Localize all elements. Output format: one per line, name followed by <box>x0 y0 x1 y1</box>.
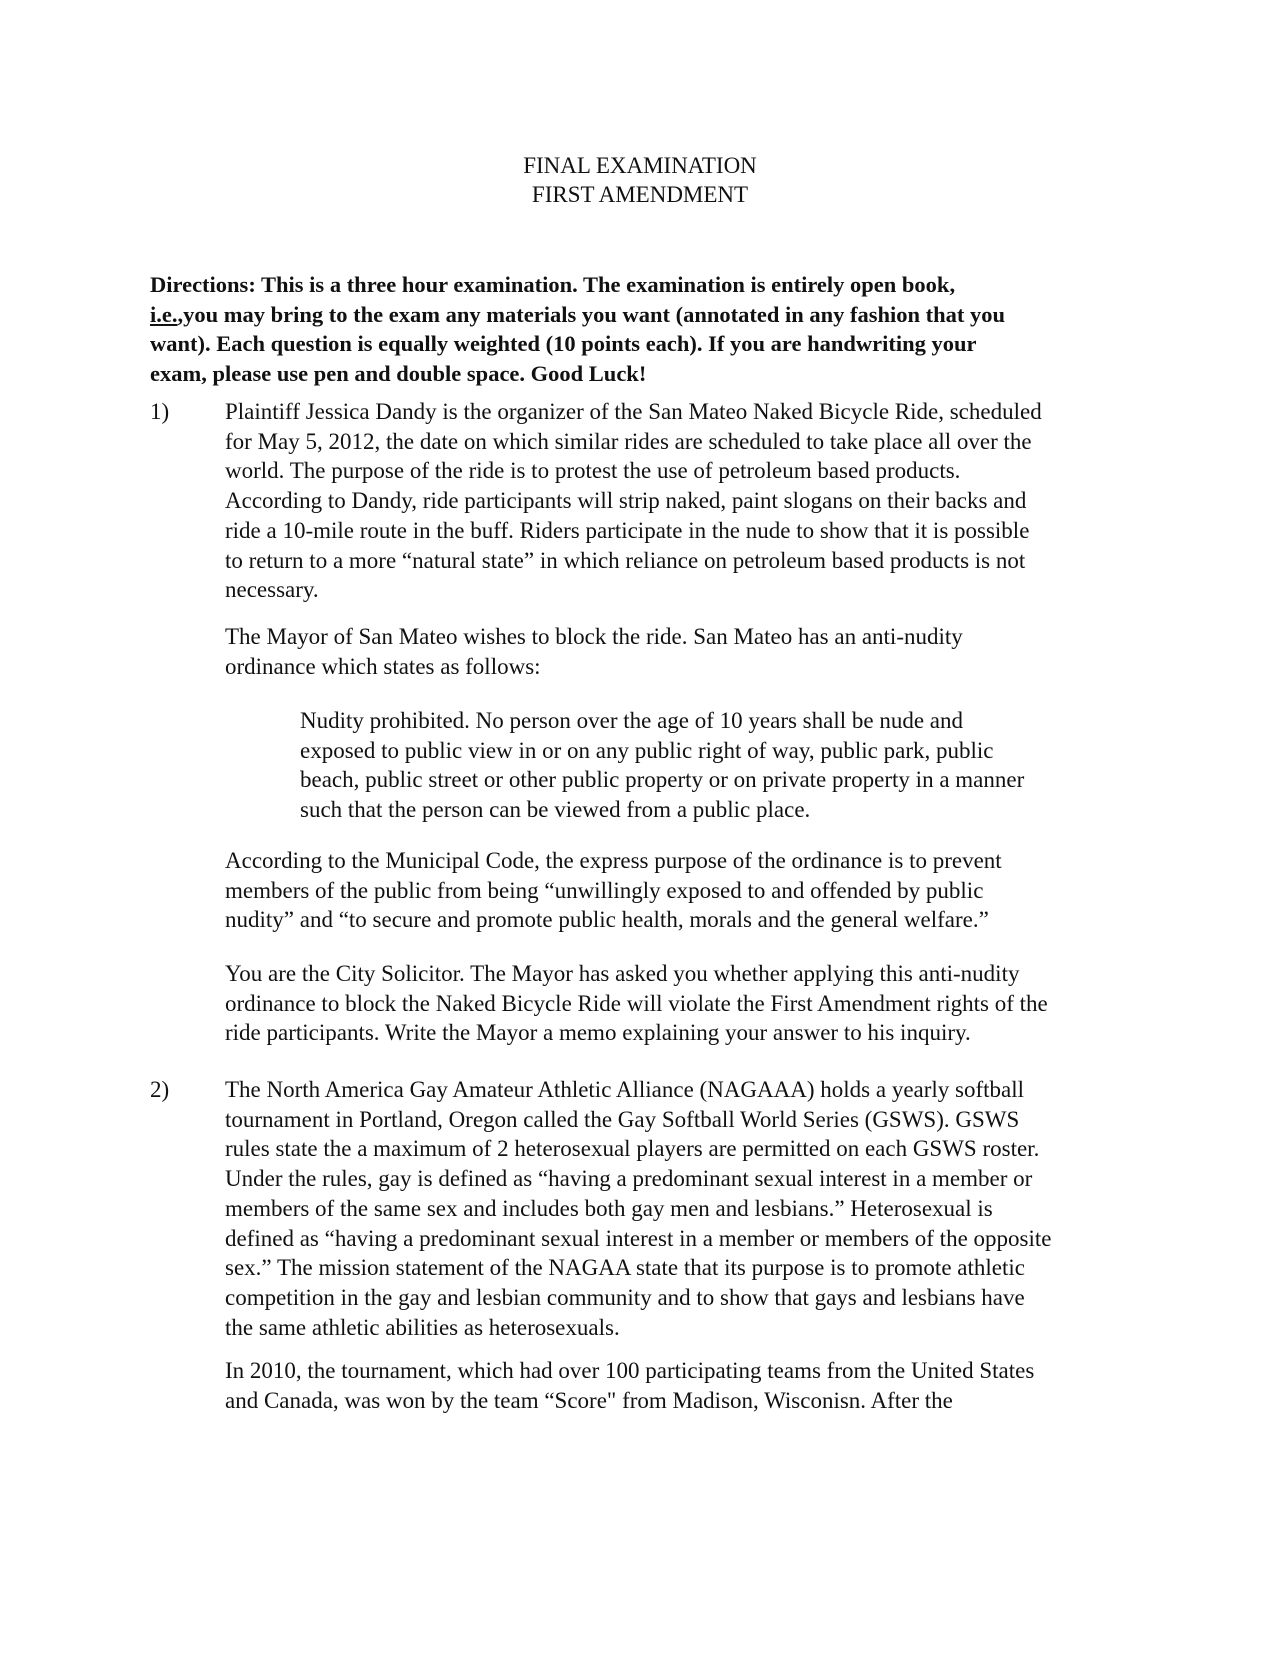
text-line: Nudity prohibited. No person over the age of 10 years shall be nude and <box>300 708 963 733</box>
text-line: tournament in Portland, Oregon called the Gay Softball World Series (GSWS). GSWS <box>225 1106 1020 1132</box>
text-line: ordinance which states as follows: <box>225 653 541 679</box>
text-line: Under the rules, gay is defined as “having a predominant sexual interest in a member or <box>225 1166 1033 1192</box>
directions-line-2 <box>150 300 1130 330</box>
question-1-paragraph-2 <box>225 622 1125 681</box>
text-line: ride participants. Write the Mayor a memo explaining your answer to his inquiry. <box>225 1020 971 1046</box>
text-line: necessary. <box>225 577 319 603</box>
text-line: You are the City Solicitor. The Mayor has asked you whether applying this anti-nudity <box>225 961 1020 986</box>
text-line: defined as “having a predominant sexual interest in a member or members of the opposite <box>225 1225 1052 1251</box>
directions-line-4: exam, please use pen and double space. Good Luck! <box>150 361 647 387</box>
text-line: According to Dandy, ride participants will strip naked, paint slogans on their backs and <box>225 488 1027 514</box>
question-2-paragraph-1 <box>225 1075 1125 1342</box>
question-1-paragraph-3 <box>225 846 1125 935</box>
text-line: competition in the gay and lesbian community and to show that gays and lesbians have <box>225 1284 1025 1310</box>
text-line: Plaintiff Jessica Dandy is the organizer of the San Mateo Naked Bicycle Ride, scheduled <box>225 399 1042 424</box>
text-line: The North America Gay Amateur Athletic Alliance (NAGAAA) holds a yearly softball <box>225 1077 1025 1102</box>
text-line: members of the same sex and includes both gay men and lesbians.” Heterosexual is <box>225 1195 993 1221</box>
question-1-paragraph-4 <box>225 959 1125 1048</box>
text-line: sex.” The mission statement of the NAGAA state that its purpose is to promote athletic <box>225 1255 1025 1281</box>
question-2-paragraph-2 <box>225 1356 1125 1415</box>
directions-line-3: want). Each question is equally weighted (10 points each). If you are handwriting your <box>150 331 977 357</box>
text-line: The Mayor of San Mateo wishes to block the ride. San Mateo has an anti-nudity <box>225 624 963 649</box>
directions-line-2-rest: ,you may bring to the exam any materials you want (annotated in any fashion that you <box>177 301 1006 327</box>
text-line: nudity” and “to secure and promote public health, morals and the general welfare.” <box>225 907 989 933</box>
text-line: such that the person can be viewed from a public place. <box>300 797 811 823</box>
text-line: and Canada, was won by the team “Score" from Madison, Wisconisn. After the <box>225 1387 953 1413</box>
text-line: ordinance to block the Naked Bicycle Ride will violate the First Amendment rights of the <box>225 990 1048 1016</box>
text-line: In 2010, the tournament, which had over 100 participating teams from the United States <box>225 1358 1035 1383</box>
text-line: According to the Municipal Code, the express purpose of the ordinance is to prevent <box>225 848 1002 873</box>
question-1-number: 1) <box>150 399 170 424</box>
text-line: rules state the a maximum of 2 heterosexual players are permitted on each GSWS roster. <box>225 1136 1040 1162</box>
exam-title: FINAL EXAMINATION <box>523 153 757 178</box>
question-1-paragraph-1 <box>225 397 1125 605</box>
text-line: exposed to public view in or on any public right of way, public park, public <box>300 737 994 763</box>
text-line: ride a 10-mile route in the buff. Riders participate in the nude to show that it is possible <box>225 517 1030 543</box>
text-line: the same athletic abilities as heterosexuals. <box>225 1314 620 1340</box>
ordinance-quote <box>300 706 1120 825</box>
text-line: world. The purpose of the ride is to protest the use of petroleum based products. <box>225 458 961 484</box>
directions-paragraph <box>150 270 1130 389</box>
exam-subtitle: FIRST AMENDMENT <box>531 182 749 207</box>
text-line: beach, public street or other public property or on private property in a manner <box>300 767 1025 793</box>
question-2-number: 2) <box>150 1077 170 1102</box>
directions-line-1: Directions: This is a three hour examination. The examination is entirely open book, <box>150 272 956 297</box>
text-line: to return to a more “natural state” in which reliance on petroleum based products is not <box>225 547 1026 573</box>
text-line: for May 5, 2012, the date on which similar rides are scheduled to take place all over the <box>225 428 1032 454</box>
text-line: members of the public from being “unwillingly exposed to and offended by public <box>225 877 984 903</box>
directions-ie: i.e. <box>150 301 178 327</box>
